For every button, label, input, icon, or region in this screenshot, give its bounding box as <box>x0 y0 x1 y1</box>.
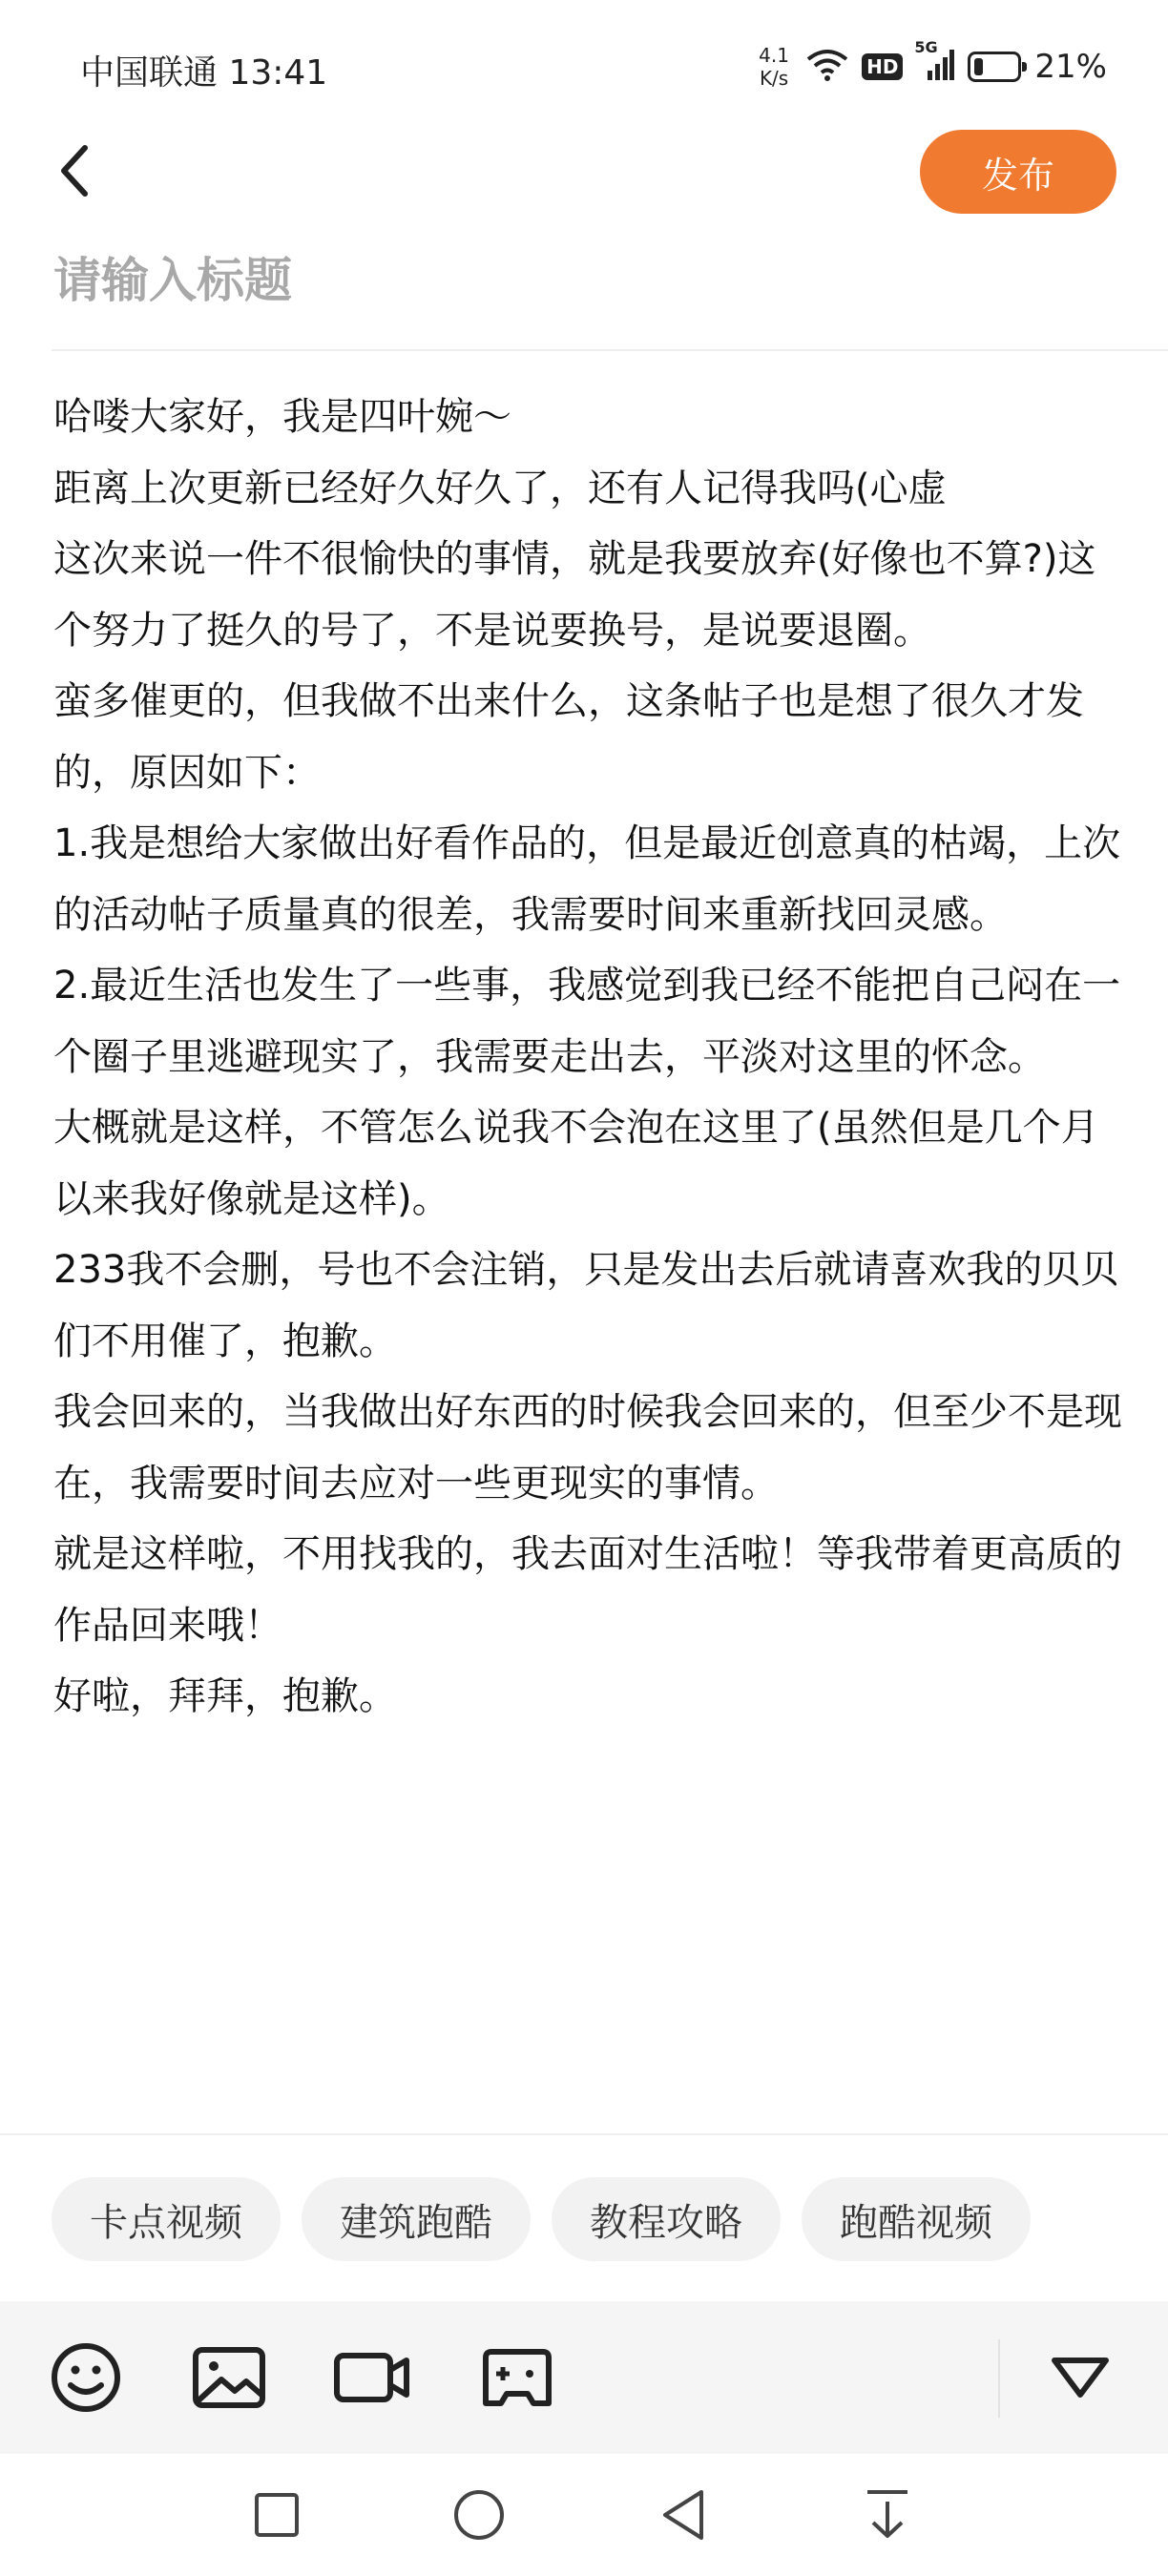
topic-tags <box>52 2177 1031 2261</box>
image-icon <box>193 2347 265 2408</box>
topic-tag[interactable]: 卡点视频 <box>52 2177 281 2261</box>
editor-toolbar <box>0 2301 1168 2454</box>
video-button[interactable] <box>334 2339 410 2416</box>
notification-pull-down-button[interactable] <box>849 2481 926 2549</box>
network-speed <box>755 44 793 90</box>
toolbar-separator <box>998 2339 1000 2418</box>
system-navigation-bar <box>0 2454 1168 2576</box>
body-paragraph: 好啦，拜拜，抱歉。 <box>53 1674 397 1718</box>
recent-apps-button[interactable] <box>239 2481 315 2549</box>
back-button[interactable] <box>46 135 103 206</box>
title-divider <box>52 349 1168 351</box>
network-speed-value: 4.1 <box>759 44 789 67</box>
signal-label: 5G <box>914 38 938 56</box>
title-input[interactable] <box>53 242 1122 319</box>
status-icons <box>755 38 1107 95</box>
image-button[interactable] <box>191 2339 267 2416</box>
topic-tag[interactable]: 教程攻略 <box>552 2177 781 2261</box>
back-icon <box>659 2488 707 2542</box>
publish-button[interactable]: 发布 <box>920 130 1116 214</box>
game-button[interactable] <box>479 2339 555 2416</box>
body-paragraph: 就是这样啦，不用找我的，我去面对生活啦！等我带着更高质的作品回来哦！ <box>53 1532 1122 1648</box>
battery-percent: 21% <box>1034 48 1107 86</box>
body-paragraph: 哈喽大家好，我是四叶婉～ <box>53 395 511 439</box>
home-button[interactable] <box>441 2481 517 2549</box>
status-bar <box>0 0 1168 134</box>
chevron-left-icon <box>58 144 91 197</box>
emoji-icon <box>50 2341 122 2414</box>
topic-tag[interactable]: 跑酷视频 <box>802 2177 1031 2261</box>
body-paragraph: 这次来说一件不很愉快的事情，就是我要放弃(好像也不算?)这个努力了挺久的号了，不是说要换号，是说要退圈。 <box>53 537 1096 653</box>
recent-apps-icon <box>254 2492 300 2538</box>
wifi-icon <box>806 48 848 86</box>
collapse-toolbar-button[interactable] <box>1042 2339 1118 2416</box>
carrier-and-time <box>80 46 327 94</box>
body-paragraph: 233我不会删，号也不会注销，只是发出去后就请喜欢我的贝贝们不用催了，抱歉。 <box>53 1248 1119 1363</box>
network-speed-unit: K/s <box>759 67 789 90</box>
body-paragraph: 大概就是这样，不管怎么说我不会泡在这里了(虽然但是几个月以来我好像就是这样)。 <box>53 1106 1099 1221</box>
battery-fill <box>974 58 983 75</box>
home-icon <box>452 2488 506 2542</box>
body-paragraph: 我会回来的，当我做出好东西的时候我会回来的，但至少不是现在，我需要时间去应对一些更现实的事情。 <box>53 1390 1122 1506</box>
emoji-button[interactable] <box>48 2339 124 2416</box>
hd-badge: HD <box>862 53 903 80</box>
topic-tag[interactable]: 建筑跑酷 <box>302 2177 531 2261</box>
body-paragraph: 蛮多催更的，但我做不出来什么，这条帖子也是想了很久才发的，原因如下： <box>53 679 1084 795</box>
body-paragraph: 距离上次更新已经好久好久了，还有人记得我吗(心虚 <box>53 466 947 510</box>
clock-time: 13:41 <box>228 53 328 93</box>
signal-icon <box>914 38 954 86</box>
video-icon <box>334 2351 410 2404</box>
game-controller-icon <box>482 2346 553 2409</box>
body-paragraph: 2.最近生活也发生了一些事，我感觉到我已经不能把自己闷在一个圈子里逃避现实了，我需要走出去，平淡对这里的怀念。 <box>53 964 1121 1079</box>
post-body-editor[interactable] <box>53 382 1130 1733</box>
back-nav-button[interactable] <box>645 2481 721 2549</box>
battery-icon <box>968 52 1021 82</box>
tags-divider <box>0 2133 1168 2135</box>
carrier-name: 中国联通 <box>80 53 219 93</box>
collapse-icon <box>1051 2357 1110 2399</box>
notification-pull-down-icon <box>864 2488 911 2542</box>
body-paragraph: 1.我是想给大家做出好看作品的，但是最近创意真的枯竭，上次的活动帖子质量真的很差，我需要时间来重新找回灵感。 <box>53 821 1121 937</box>
